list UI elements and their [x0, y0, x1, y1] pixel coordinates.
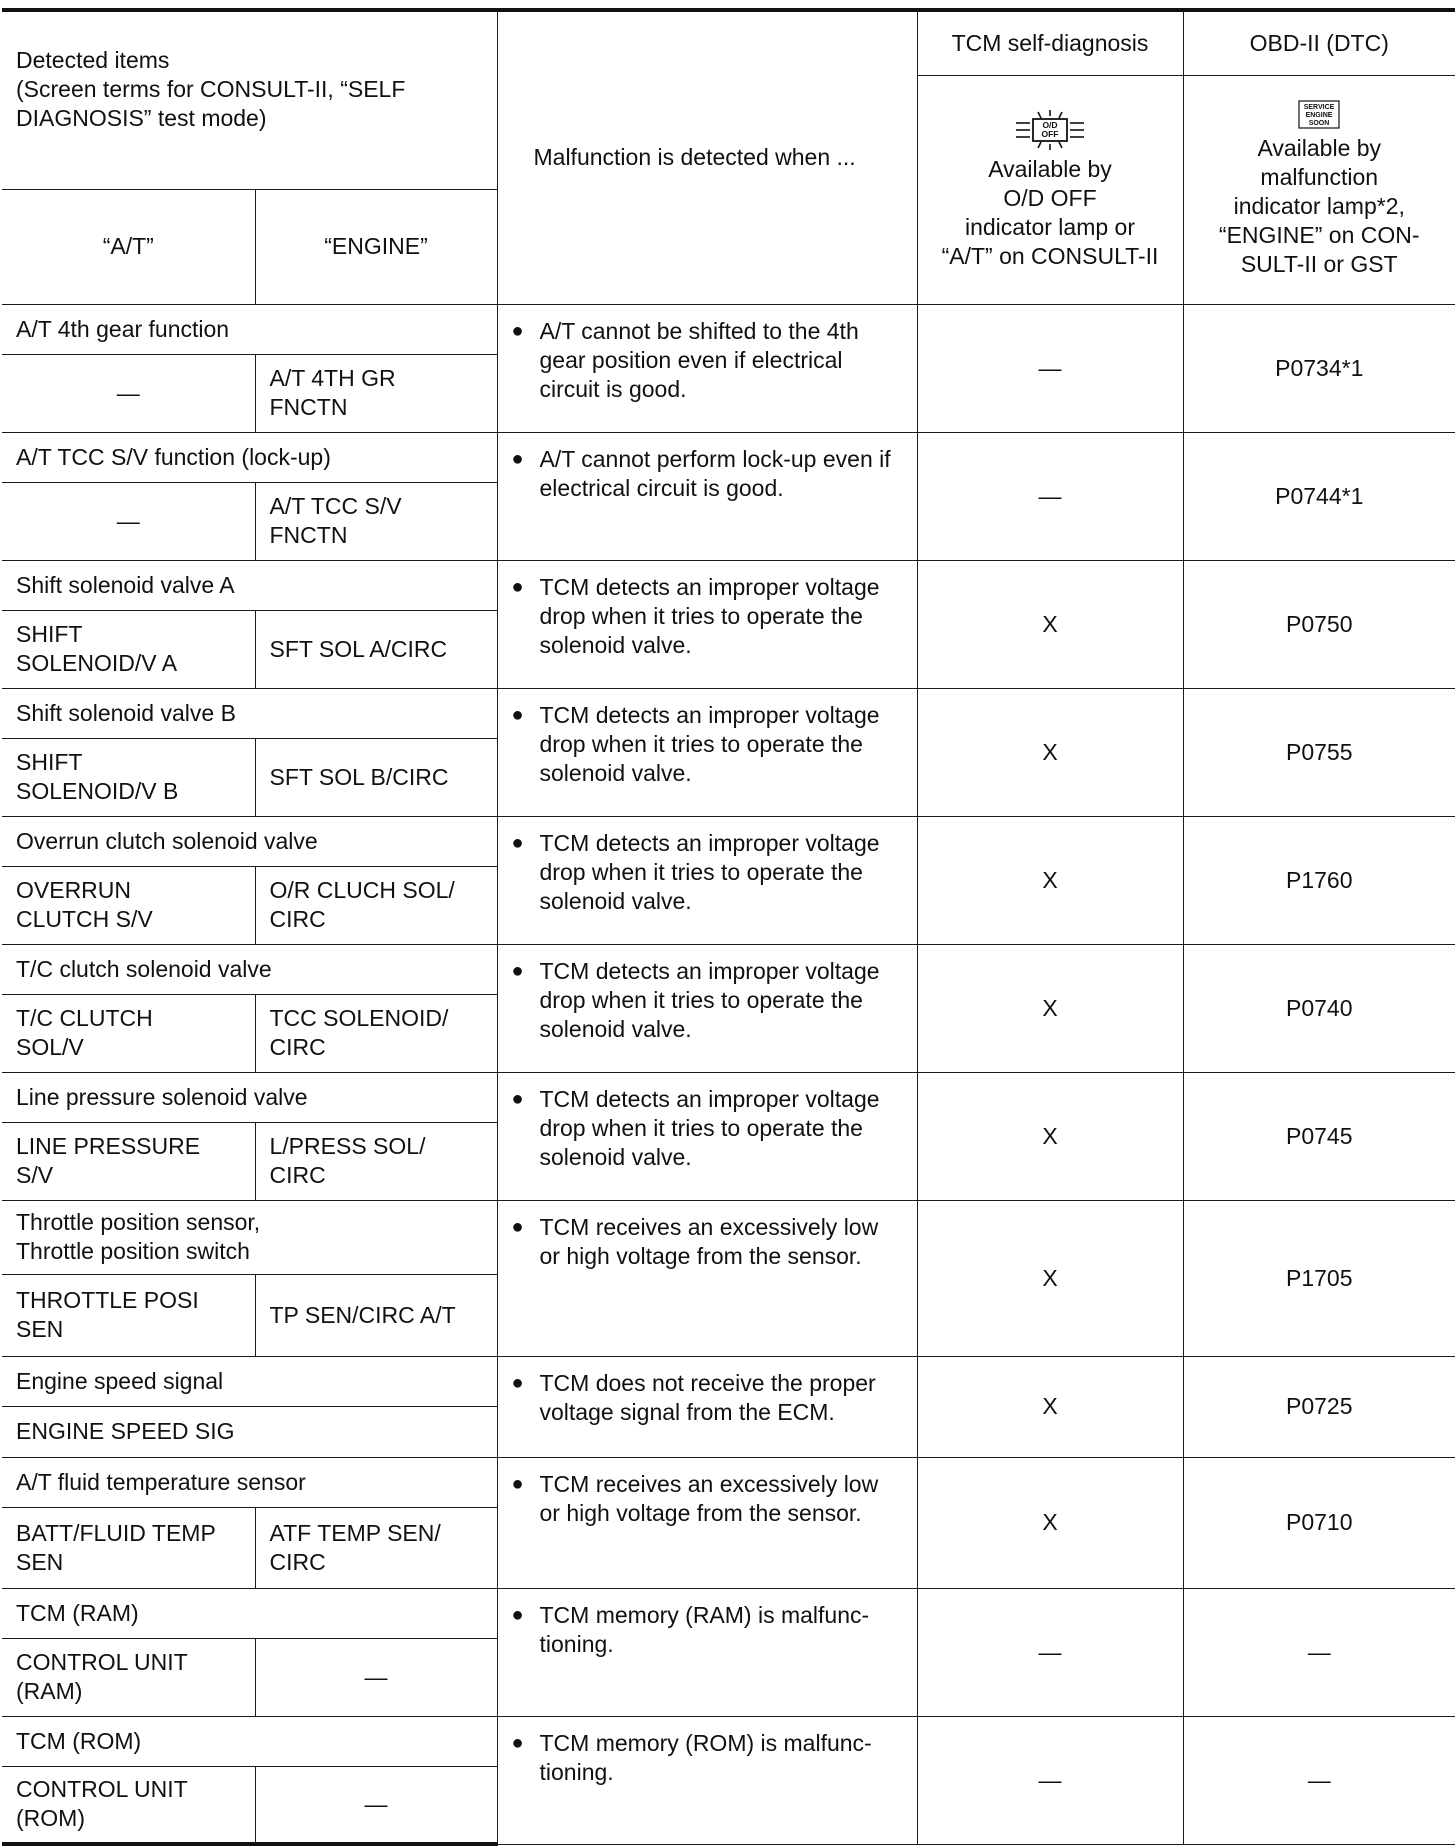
bullet-dot-icon: ● — [511, 959, 524, 982]
engine-screen-term: — — [255, 1766, 497, 1844]
tcm-self-diagnosis-value: — — [917, 304, 1183, 432]
engine-screen-term: SFT SOL B/CIRC — [255, 738, 497, 816]
engine-screen-term: TP SEN/CIRC A/T — [255, 1274, 497, 1356]
bullet-dot-icon: ● — [511, 1371, 524, 1394]
bullet-dot-icon: ● — [511, 831, 524, 854]
malfunction-bullet — [512, 317, 903, 404]
at-screen-term: — — [2, 354, 255, 432]
tcm-self-diagnosis-header: TCM self-diagnosis — [917, 10, 1183, 75]
table-row — [2, 432, 1455, 482]
malfunction-text: TCM detects an improper voltage drop when it tries to operate the solenoid valve. — [539, 829, 880, 914]
malfunction-condition — [497, 1716, 917, 1844]
table-row — [2, 816, 1455, 866]
malfunction-condition — [497, 1072, 917, 1200]
malfunction-condition — [497, 688, 917, 816]
bullet-dot-icon: ● — [511, 447, 524, 470]
table-row — [2, 944, 1455, 994]
tcm-self-diagnosis-value: — — [917, 432, 1183, 560]
detected-item-name: Line pressure solenoid valve — [2, 1072, 497, 1122]
engine-screen-term: L/PRESS SOL/ CIRC — [255, 1122, 497, 1200]
malfunction-text: TCM receives an excessively low or high voltage from the sensor. — [539, 1470, 879, 1526]
table-row — [2, 688, 1455, 738]
malfunction-condition — [497, 944, 917, 1072]
detected-item-name: TCM (ROM) — [2, 1716, 497, 1766]
malfunction-condition — [497, 816, 917, 944]
at-screen-term: OVERRUN CLUTCH S/V — [2, 866, 255, 944]
table-row — [2, 1072, 1455, 1122]
engine-screen-term: SFT SOL A/CIRC — [255, 610, 497, 688]
malfunction-bullet — [512, 1369, 903, 1427]
tcm-self-diagnosis-value: — — [917, 1588, 1183, 1716]
obd-availability-text: Available by malfunction indicator lamp*2, “ENGINE” on CON- SULT-II or GST — [1218, 135, 1420, 277]
obd-dtc-code: — — [1183, 1716, 1455, 1844]
malfunction-condition — [497, 1457, 917, 1588]
obd-dtc-code: P0750 — [1183, 560, 1455, 688]
malfunction-bullet — [512, 829, 903, 916]
detected-item-name: A/T 4th gear function — [2, 304, 497, 354]
at-screen-term: BATT/FLUID TEMP SEN — [2, 1507, 255, 1588]
svg-text:O/D: O/D — [1042, 119, 1058, 130]
obd-dtc-code: P0744*1 — [1183, 432, 1455, 560]
engine-screen-term: O/R CLUCH SOL/ CIRC — [255, 866, 497, 944]
detected-item-name: T/C clutch solenoid valve — [2, 944, 497, 994]
engine-screen-term: ATF TEMP SEN/ CIRC — [255, 1507, 497, 1588]
obd-dtc-code: P1705 — [1183, 1200, 1455, 1356]
detected-item-name: Overrun clutch solenoid valve — [2, 816, 497, 866]
tcm-self-diagnosis-value: X — [917, 1200, 1183, 1356]
detected-item-name: TCM (RAM) — [2, 1588, 497, 1638]
table-row — [2, 304, 1455, 354]
malfunction-text: TCM memory (RAM) is malfunc- tioning. — [539, 1601, 870, 1657]
engine-screen-term: — — [255, 1638, 497, 1716]
table-row — [2, 1716, 1455, 1766]
tcm-self-diagnosis-value: X — [917, 1457, 1183, 1588]
malfunction-header: Malfunction is detected when ... — [497, 10, 917, 304]
bullet-dot-icon: ● — [511, 575, 524, 598]
consult-screen-term: ENGINE SPEED SIG — [2, 1406, 497, 1457]
at-screen-term: SHIFT SOLENOID/V B — [2, 738, 255, 816]
obd-dtc-code: P0725 — [1183, 1356, 1455, 1457]
obd-dtc-header: OBD-II (DTC) — [1183, 10, 1455, 75]
malfunction-text: TCM receives an excessively low or high voltage from the sensor. — [539, 1213, 879, 1269]
engine-screen-term: TCC SOLENOID/ CIRC — [255, 994, 497, 1072]
obd-dtc-code: P1760 — [1183, 816, 1455, 944]
malfunction-bullet — [512, 701, 903, 788]
table-row — [2, 560, 1455, 610]
malfunction-text: TCM does not receive the proper voltage signal from the ECM. — [539, 1369, 876, 1425]
bullet-dot-icon: ● — [511, 1087, 524, 1110]
table-row — [2, 1588, 1455, 1638]
obd-dtc-code: P0734*1 — [1183, 304, 1455, 432]
tcm-availability-cell — [917, 75, 1183, 304]
tcm-self-diagnosis-value: X — [917, 688, 1183, 816]
malfunction-bullet — [512, 957, 903, 1044]
obd-availability-cell — [1183, 75, 1455, 304]
bullet-dot-icon: ● — [511, 1731, 524, 1754]
bullet-dot-icon: ● — [511, 703, 524, 726]
malfunction-text: A/T cannot perform lock-up even if electrical circuit is good. — [539, 445, 891, 501]
tcm-availability-text: Available by O/D OFF indicator lamp or “A/T” on CONSULT-II — [941, 155, 1159, 269]
malfunction-bullet — [512, 1601, 903, 1659]
malfunction-condition — [497, 432, 917, 560]
engine-column-header: “ENGINE” — [255, 189, 497, 304]
od-off-lamp-icon — [1014, 109, 1086, 151]
malfunction-text: TCM detects an improper voltage drop when it tries to operate the solenoid valve. — [539, 573, 880, 658]
malfunction-bullet — [512, 1470, 903, 1528]
malfunction-condition — [497, 560, 917, 688]
malfunction-condition — [497, 1356, 917, 1457]
malfunction-bullet — [512, 573, 903, 660]
malfunction-text: TCM detects an improper voltage drop when it tries to operate the solenoid valve. — [539, 957, 880, 1042]
tcm-self-diagnosis-value: X — [917, 816, 1183, 944]
obd-dtc-code: P0710 — [1183, 1457, 1455, 1588]
obd-dtc-code: P0740 — [1183, 944, 1455, 1072]
table-row — [2, 1200, 1455, 1274]
tcm-self-diagnosis-value: X — [917, 1356, 1183, 1457]
at-screen-term: CONTROL UNIT (RAM) — [2, 1638, 255, 1716]
malfunction-condition — [497, 1200, 917, 1356]
table-row — [2, 1457, 1455, 1507]
malfunction-text: TCM detects an improper voltage drop when it tries to operate the solenoid valve. — [539, 1085, 880, 1170]
tcm-self-diagnosis-value: X — [917, 944, 1183, 1072]
at-screen-term: CONTROL UNIT (ROM) — [2, 1766, 255, 1844]
obd-dtc-code: — — [1183, 1588, 1455, 1716]
svg-text:SOON: SOON — [1308, 120, 1330, 127]
obd-dtc-code: P0745 — [1183, 1072, 1455, 1200]
at-screen-term: THROTTLE POSI SEN — [2, 1274, 255, 1356]
svg-text:OFF: OFF — [1041, 128, 1059, 139]
malfunction-text: A/T cannot be shifted to the 4th gear position even if electrical circuit is good. — [539, 317, 859, 402]
detected-item-name: A/T TCC S/V function (lock-up) — [2, 432, 497, 482]
bullet-dot-icon: ● — [511, 1215, 524, 1238]
self-diagnosis-table — [2, 8, 1455, 1846]
malfunction-condition — [497, 1588, 917, 1716]
malfunction-text: TCM memory (ROM) is malfunc- tioning. — [539, 1729, 872, 1785]
svg-text:ENGINE: ENGINE — [1305, 112, 1333, 119]
bullet-dot-icon: ● — [511, 1603, 524, 1626]
detected-item-name: Shift solenoid valve B — [2, 688, 497, 738]
malfunction-bullet — [512, 1085, 903, 1172]
malfunction-bullet — [512, 1213, 903, 1271]
detected-item-name: A/T fluid temperature sensor — [2, 1457, 497, 1507]
detected-item-name: Engine speed signal — [2, 1356, 497, 1406]
bullet-dot-icon: ● — [511, 319, 524, 342]
tcm-self-diagnosis-value: X — [917, 1072, 1183, 1200]
at-screen-term: SHIFT SOLENOID/V A — [2, 610, 255, 688]
detected-item-name: Shift solenoid valve A — [2, 560, 497, 610]
obd-dtc-code: P0755 — [1183, 688, 1455, 816]
table-row — [2, 1356, 1455, 1406]
malfunction-bullet — [512, 1729, 903, 1787]
engine-screen-term: A/T 4TH GR FNCTN — [255, 354, 497, 432]
malfunction-text: TCM detects an improper voltage drop when it tries to operate the solenoid valve. — [539, 701, 880, 786]
engine-screen-term: A/T TCC S/V FNCTN — [255, 482, 497, 560]
malfunction-bullet — [512, 445, 903, 503]
tcm-self-diagnosis-value: X — [917, 560, 1183, 688]
at-screen-term: — — [2, 482, 255, 560]
service-engine-soon-lamp-icon — [1295, 100, 1343, 130]
malfunction-condition — [497, 304, 917, 432]
at-screen-term: LINE PRESSURE S/V — [2, 1122, 255, 1200]
tcm-self-diagnosis-value: — — [917, 1716, 1183, 1844]
at-column-header: “A/T” — [2, 189, 255, 304]
at-screen-term: T/C CLUTCH SOL/V — [2, 994, 255, 1072]
detected-items-header: Detected items (Screen terms for CONSULT-II, “SELF DIAGNOSIS” test mode) — [2, 10, 497, 189]
bullet-dot-icon: ● — [511, 1472, 524, 1495]
svg-text:SERVICE: SERVICE — [1303, 104, 1335, 111]
detected-item-name: Throttle position sensor, Throttle position switch — [2, 1200, 497, 1274]
